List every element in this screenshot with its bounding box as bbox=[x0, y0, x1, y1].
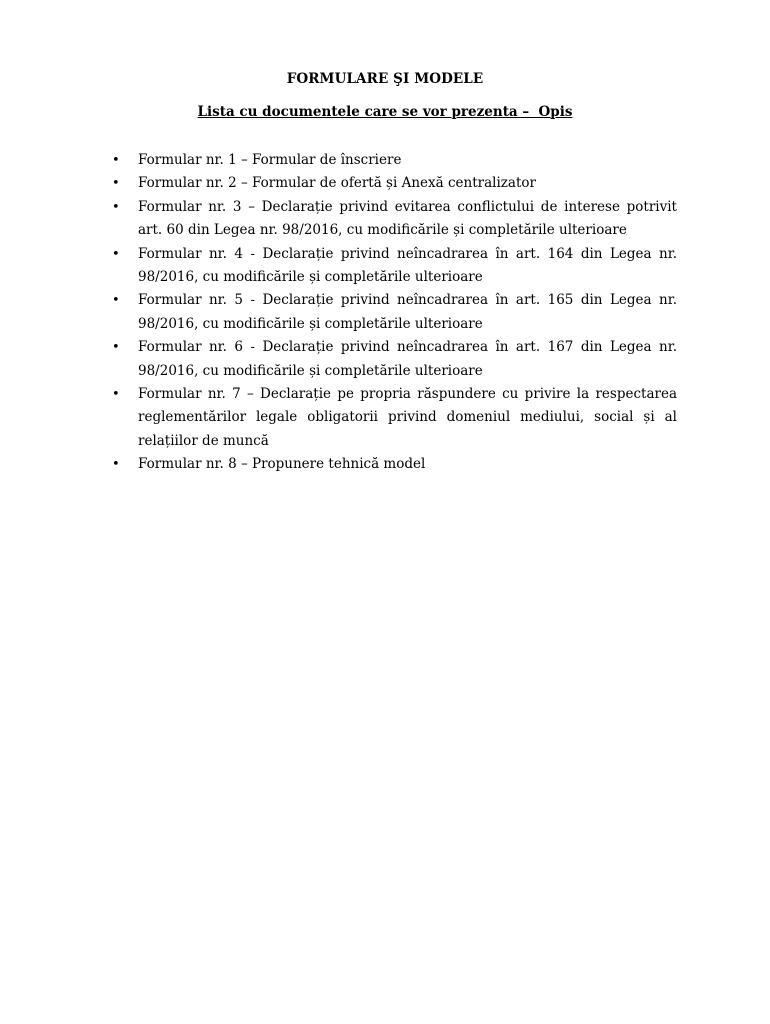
bullet-icon: • bbox=[112, 153, 120, 168]
list-item bbox=[112, 453, 677, 476]
list-item bbox=[112, 383, 677, 453]
list-item-text: Formular nr. 2 – Formular de ofertă și Anexă centralizator bbox=[138, 175, 536, 192]
list-item-text: Formular nr. 8 – Propunere tehnică model bbox=[138, 456, 426, 473]
list-item bbox=[112, 196, 677, 243]
list-item-text: Formular nr. 5 - Declarație privind neîncadrarea în art. 165 din Legea nr. 98/2016, cu modificările și completările ulterioare bbox=[138, 292, 677, 332]
bullet-icon: • bbox=[112, 246, 120, 262]
list-item bbox=[112, 336, 677, 383]
list-item bbox=[112, 172, 677, 195]
page-title: FORMULARE ŞI MODELE bbox=[286, 71, 484, 87]
bullet-icon: • bbox=[112, 293, 120, 309]
list-item-text: Formular nr. 3 – Declarație privind evitarea conflictului de interese potrivit art. 60 din Legea nr. 98/2016, cu modificările și completările ulterioare bbox=[138, 198, 677, 239]
list-item bbox=[112, 149, 677, 172]
bullet-icon: • bbox=[112, 176, 120, 192]
list-item-text: Formular nr. 7 – Declarație pe propria răspundere cu privire la respectarea reglementărilor legale obligatorii privind domeniul mediului, social și al relațiilor de muncă bbox=[138, 386, 677, 449]
list-item-text: Formular nr. 6 - Declarație privind neîncadrarea în art. 167 din Legea nr. 98/2016, cu modificările și completările ulterioare bbox=[138, 339, 677, 379]
list-item-text: Formular nr. 1 – Formular de înscriere bbox=[138, 152, 402, 168]
bullet-icon: • bbox=[112, 387, 120, 403]
list-item bbox=[112, 289, 677, 336]
bullet-icon: • bbox=[112, 457, 120, 473]
bullet-icon: • bbox=[112, 340, 120, 356]
document-list bbox=[112, 149, 677, 477]
page-subtitle: Lista cu documentele care se vor prezenta – Opis bbox=[197, 104, 573, 120]
list-item-text: Formular nr. 4 - Declarație privind neîncadrarea în art. 164 din Legea nr. 98/2016, cu modificările și completările ulterioare bbox=[138, 245, 677, 286]
bullet-icon: • bbox=[112, 199, 120, 215]
list-item bbox=[112, 243, 677, 290]
